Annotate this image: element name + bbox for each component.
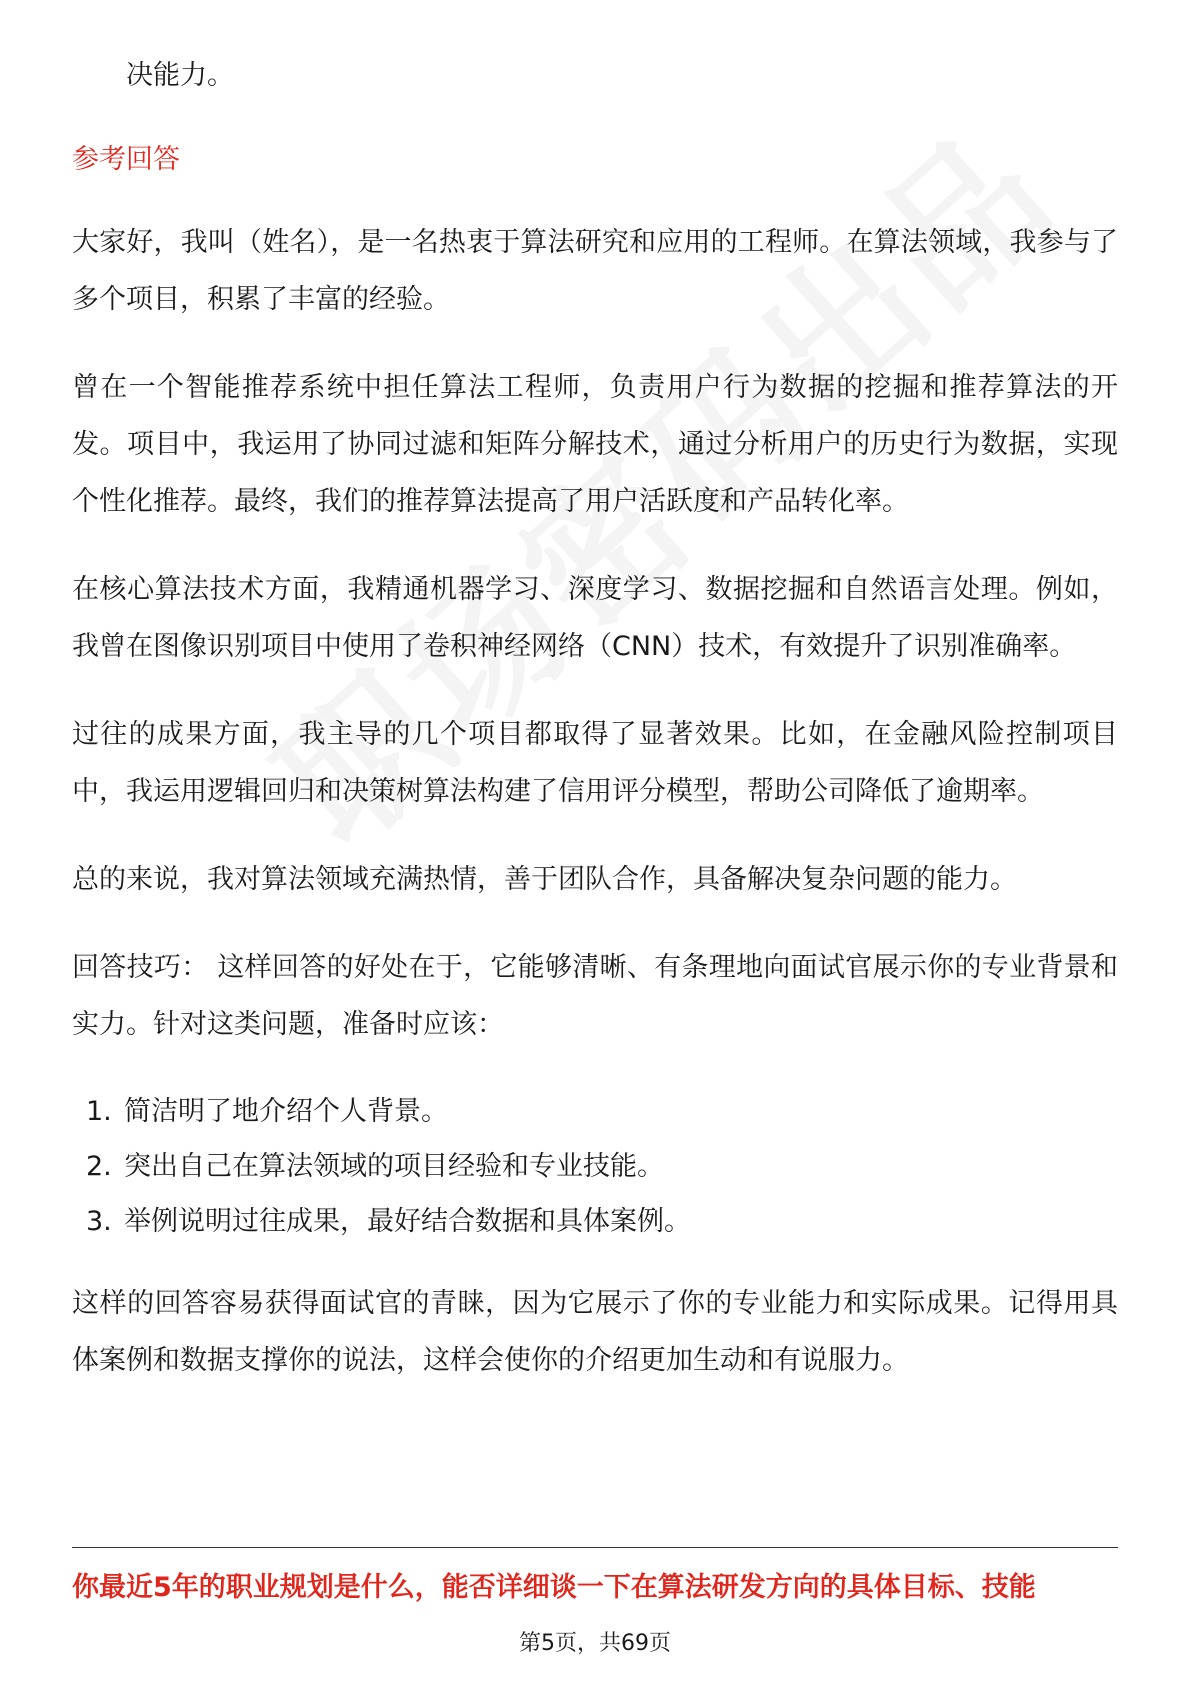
tips-list: [72, 1084, 1118, 1249]
next-question-heading: 你最近5年的职业规划是什么，能否详细谈一下在算法研发方向的具体目标、技能: [72, 1572, 1036, 1603]
list-number: 1.: [86, 1096, 112, 1127]
paragraph-closing: 这样的回答容易获得面试官的青睐，因为它展示了你的专业能力和实际成果。记得用具体案例和数据支撑你的说法，这样会使你的介绍更加生动和有说服力。: [72, 1288, 1118, 1376]
paragraph-core-skills: 在核心算法技术方面，我精通机器学习、深度学习、数据挖掘和自然语言处理。例如，我曾在图像识别项目中使用了卷积神经网络（CNN）技术，有效提升了识别准确率。: [72, 574, 1118, 662]
list-item: [72, 1084, 1118, 1139]
list-item: [72, 1194, 1118, 1249]
list-text: 举例说明过往成果，最好结合数据和具体案例。: [124, 1206, 691, 1237]
paragraph-intro: 大家好，我叫（姓名），是一名热衷于算法研究和应用的工程师。在算法领域，我参与了多个项目，积累了丰富的经验。: [72, 227, 1118, 315]
paragraph-recommendation-project: 曾在一个智能推荐系统中担任算法工程师，负责用户行为数据的挖掘和推荐算法的开发。项目中，我运用了协同过滤和矩阵分解技术，通过分析用户的历史行为数据，实现个性化推荐。最终，我们的推荐算法提高了用户活跃度和产品转化率。: [72, 372, 1118, 517]
continued-line: 决能力。: [126, 60, 234, 91]
list-text: 突出自己在算法领域的项目经验和专业技能。: [124, 1151, 664, 1182]
list-item: [72, 1139, 1118, 1194]
paragraph-summary: 总的来说，我对算法领域充满热情，善于团队合作，具备解决复杂问题的能力。: [72, 864, 1017, 895]
paragraph-past-results: 过往的成果方面，我主导的几个项目都取得了显著效果。比如，在金融风险控制项目中，我运用逻辑回归和决策树算法构建了信用评分模型，帮助公司降低了逾期率。: [72, 719, 1118, 807]
section-divider: [72, 1547, 1118, 1548]
paragraph-answer-tips: 回答技巧： 这样回答的好处在于，它能够清晰、有条理地向面试官展示你的专业背景和实力。针对这类问题，准备时应该：: [72, 952, 1118, 1040]
list-text: 简洁明了地介绍个人背景。: [124, 1096, 448, 1127]
list-number: 2.: [86, 1151, 112, 1182]
list-number: 3.: [86, 1206, 112, 1237]
section-label-reference-answer: 参考回答: [72, 144, 180, 175]
page-footer: 第5页，共69页: [519, 1631, 671, 1656]
document-body: [72, 48, 1118, 1420]
